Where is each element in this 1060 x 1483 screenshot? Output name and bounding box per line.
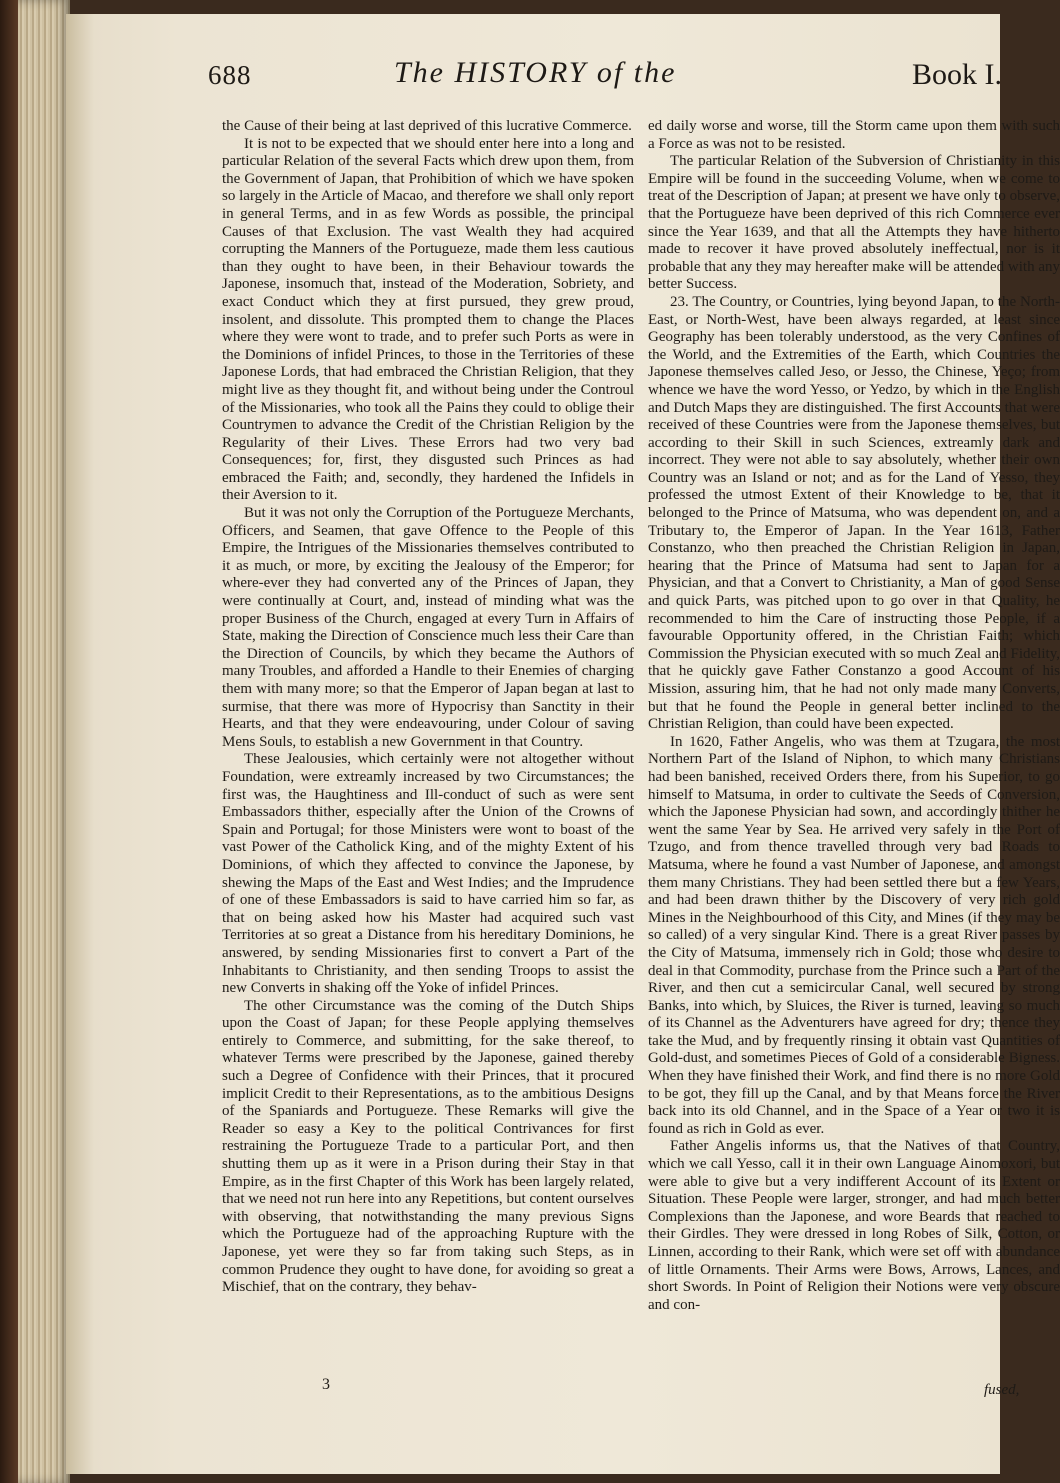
paragraph: It is not to be expected that we should enter here into a long and particular Relation of the several Facts which drew upon them, from the Government of Japan, that Prohibition of which we have spoken so largely in the Article of Macao, and therefore we shall only report in general Terms, and in as few Words as possible, the principal Causes of that Exclusion. The vast Wealth they had acquired corrupting the Manners of the Portugueze, made them less cautious than they ought to have been, in their Behaviour towards the Japonese, insomuch that, instead of the Moderation, Sobriety, and exact Conduct which they at first pursued, they grew proud, insolent, and dissolute. This prompted them to change the Places where they were wont to trade, and to prefer such Ports as were in the Dominions of infidel Princes, to those in the Territories of these Japonese Lords, that had embraced the Christian Religion, that they might live as they thought fit, and without being under the Controul of the Missionaries, who took all the Pains they could to oblige their Countrymen to advance the Credit of the Christian Religion by the Regularity of their Lives. These Errors had two very bad Consequences; for, first, they disgusted such Princes as had embraced the Faith; and, secondly, they hardened the Infidels in their Aversion to it. (222, 135, 634, 504)
book-label: Book I. (912, 58, 1002, 91)
paragraph: The other Circumstance was the coming of the Dutch Ships upon the Coast of Japan; for these People applying themselves entirely to Commerce, and submitting, for the sake thereof, to whatever Terms were prescribed by the Japonese, gained thereby such a Degree of Confidence with their Princes, that it procured implicit Credit to their Representations, as to the ambitious Designs of the Spaniards and Portugueze. These Remarks will give the Reader so easy a Key to the political Contrivances for first restraining the Portugueze Trade to a particular Port, and then shutting them up as it were in a Prison during their Stay in that Empire, as in the first Chapter of this Work has been largely related, that we need not run here into any Repetitions, but content ourselves with observing, that notwithstanding the many previous Signs which the Portugueze had of the approaching Rupture with the Japonese, yet were they so far from taking such Steps, as in common Prudence they ought to have done, for avoiding so great a Mischief, that on the contrary, they behav- (222, 997, 634, 1296)
right-column (648, 118, 1060, 1314)
catchword: fused, (984, 1382, 1020, 1398)
paragraph: the Cause of their being at last deprived of this lucrative Commerce. (222, 118, 632, 134)
paragraph: These Jealousies, which certainly were not altogether without Foundation, were extreamly increased by two Circumstances; the first was, the Haughtiness and Ill-conduct of such as were sent Embassadors thither, especially after the Union of the Crowns of Spain and Portugal; for those Ministers were wont to boast of the vast Power of the Catholick King, and of the mighty Extent of his Dominions, of which they affected to convince the Japonese, by shewing the Maps of the East and West Indies; and the Imprudence of one of these Embassadors is said to have carried him so far, as that on being asked how his Master had acquired such vast Territories at so great a Distance from his hereditary Dominions, he answered, by sending Missionaries first to convert a Part of the Inhabitants to Christianity, and then sending Troops to assist the new Converts in shaking off the Yoke of infidel Princes. (222, 751, 634, 997)
paragraph: The particular Relation of the Subversion of Christianity in this Empire will be found in the succeeding Volume, when we come to treat of the Description of Japan; at present we have only to observe, that the Portugueze have been deprived of this rich Commerce ever since the Year 1639, and that all the Attempts they have hitherto made to recover it have proved absolutely ineffectual, nor is it probable that any they may hereafter make will be attended with any better Success. (648, 153, 1060, 293)
signature-mark: 3 (322, 1376, 330, 1393)
paragraph: But it was not only the Corruption of the Portugueze Merchants, Officers, and Seamen, that gave Offence to the People of this Empire, the Intrigues of the Missionaries themselves contributed to it as much, or more, by exciting the Jealousy of the Emperor; for where-ever they had converted any of the Princes of Japan, they were continually at Court, and, instead of minding what was the proper Business of the Church, engaged at every Turn in Affairs of State, making the Direction of Conscience much less their Care than the Direction of Councils, by which they became the Authors of many Troubles, and afforded a Handle to their Enemies of charging them with many more; so that the Emperor of Japan began at last to surmise, that there was more of Hypocrisy than Sanctity in their Hearts, and that they were endeavouring, under Colour of saving Mens Souls, to establish a new Government in that Country. (222, 505, 634, 750)
running-title: The HISTORY of the (394, 56, 677, 89)
paragraph: In 1620, Father Angelis, who was them at Tzugara, the most Northern Part of the Island of Niphon, to which many Christians had been banished, received Orders there, from his Superior, to go himself to Matsuma, in order to cultivate the Seeds of Conversion, which the Japonese Physician had sown, and accordingly thither he went the same Year by Sea. He arrived very safely in the Port of Tzugo, and from thence travelled through very bad Roads to Matsuma, where he found a vast Number of Japonese, and amongst them many Christians. They had been settled there but a few Years, and had been drawn thither by the Discovery of very rich gold Mines in the Neighbourhood of this City, and Mines (if they may be so called) of a very singular Kind. There is a great River passes by the City of Matsuma, immensely rich in Gold; those who desire to deal in that Commodity, purchase from the Prince such a Part of the River, and then cut a semicircular Canal, well secured by strong Banks, into which, by Sluices, the River is turned, leaving so much of its Channel as the Adventurers have agreed for dry; thence they take the Mud, and by frequently rinsing it obtain vast Quantities of Gold-dust, and sometimes Pieces of Gold of a considerable Bigness. When they have finished their Work, and find there is no more Gold to be got, they fill up the Canal, and by that Means force the River back into its old Channel, and in the Space of a Year or two it is found as rich in Gold as ever. (648, 733, 1060, 1137)
paragraph: Father Angelis informs us, that the Natives of that Country, which we call Yesso, call it in their own Language Ainomoxori, but were able to give but a very indifferent Account of its Extent or Situation. These People were larger, stronger, and had much better Complexions than the Japonese, and wore Beards that reached to their Girdles. They were dressed in long Robes of Silk, Cotton, or Linnen, according to their Rank, which were set off with abundance of little Ornaments. Their Arms were Bows, Arrows, Lances, and short Swords. In Point of Religion their Notions were very obscure and con- (648, 1138, 1060, 1313)
left-column (222, 118, 634, 1297)
paragraph: ed daily worse and worse, till the Storm came upon them with such a Force as was not to be resisted. (648, 118, 1060, 152)
book-fore-edge (0, 0, 70, 1483)
book-page (66, 14, 1060, 1474)
paragraph: 23. The Country, or Countries, lying beyond Japan, to the North-East, or North-West, have been always regarded, at least since Geography has been tolerably understood, as the very Confines of the World, and the Extremities of the Earth, which Countries the Japonese themselves called Jeso, or Jesso, the Chinese, Yeço; from whence we have the word Yesso, or Yedzo, by which in the English and Dutch Maps they are distinguished. The first Accounts that were received of these Countries were from the Japonese themselves, but according to their Skill in such Sciences, extreamly dark and incorrect. They were not able to say absolutely, whether their own Country was an Island or not; and as for the Land of Yesso, they professed the utmost Extent of their Knowledge to be, that it belonged to the Prince of Matsuma, who was dependent on, and a Tributary to, the Emperor of Japan. In the Year 1613, Father Constanzo, who then preached the Christian Religion in Japan, hearing that the Prince of Matsuma had sent to Japan for a Physician, and that a Convert to Christianity, a Man of good Sense and quick Parts, was pitched upon to go over in that Quality, he recommended to him the Care of instructing those People, if a favourable Opportunity offered, in the Christian Faith; which Commission the Physician executed with so much Zeal and Fidelity, that he quickly gave Father Constanzo a good Account of his Mission, assuring him, that he had not only made many Converts, but that he found the People in general better inclined to the Christian Religion, than could have been expected. (648, 293, 1060, 733)
page-number: 688 (208, 60, 252, 90)
running-header (208, 56, 1008, 100)
